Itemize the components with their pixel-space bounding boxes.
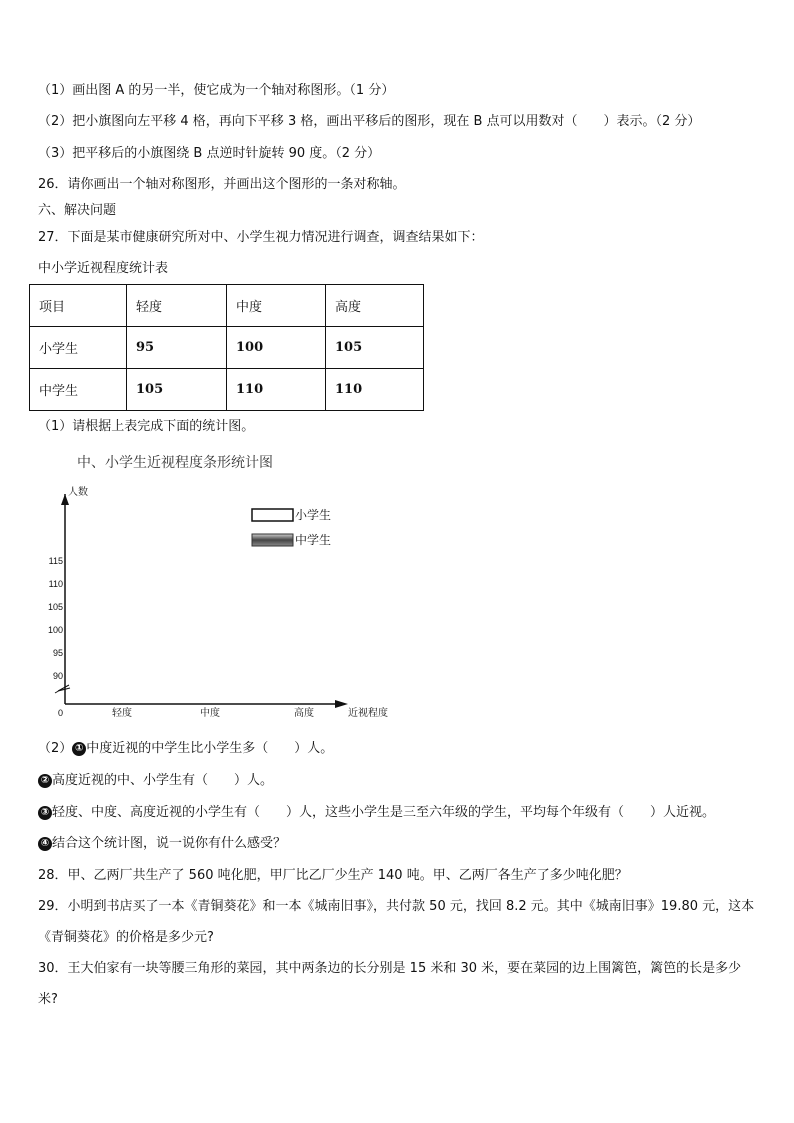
question-29: 29．小明到书店买了一本《青铜葵花》和一本《城南旧事》，共付款 50 元，找回 8.2 元。其中《城南旧事》19.80 元，这本《青铜葵花》的价格是多少元?	[38, 899, 755, 945]
x-category-label: 轻度	[112, 708, 132, 719]
table-cell: 100	[227, 327, 326, 369]
x-axis-arrow-icon	[335, 700, 348, 708]
legend-swatch-middle	[252, 534, 293, 546]
question-27: 27．下面是某市健康研究所对中、小学生视力情况进行调查，调查结果如下：	[38, 230, 484, 245]
question-30: 30．王大伯家有一块等腰三角形的菜园，其中两条边的长分别是 15 米和 30 米，要在菜园的边上围篱笆，篱笆的长是多少米?	[38, 961, 742, 1007]
table-cell: 中学生	[30, 369, 127, 411]
y-axis-label: 人数	[68, 487, 88, 498]
table-row	[30, 327, 424, 369]
part-prefix: （2）	[38, 741, 73, 756]
circled-number-1: ①	[72, 742, 86, 756]
section-heading-6: 六、解决问题	[38, 203, 117, 218]
table-header-cell: 高度	[326, 285, 424, 327]
question-27-part-2c	[38, 804, 715, 822]
part-2d-text: 结合这个统计图，说一说你有什么感受？	[52, 836, 287, 851]
table-header-cell: 项目	[30, 285, 127, 327]
table-cell: 105	[127, 369, 227, 411]
myopia-bar-chart	[30, 448, 410, 728]
origin-label: 0	[58, 708, 64, 718]
x-axis-label: 近视程度	[348, 708, 388, 719]
y-tick-label: 90	[52, 671, 63, 681]
table-cell: 110	[326, 369, 424, 411]
table-header-row	[30, 285, 424, 327]
table-cell: 95	[127, 327, 227, 369]
legend-swatch-primary	[252, 509, 293, 521]
y-tick-label: 105	[47, 602, 63, 612]
legend-label-middle: 中学生	[295, 533, 332, 547]
y-tick-label: 100	[47, 625, 63, 635]
table-header-cell: 轻度	[127, 285, 227, 327]
table-cell: 小学生	[30, 327, 127, 369]
question-27-part-2d	[38, 835, 286, 853]
question-25-part-3: （3）把平移后的小旗图绕 B 点逆时针旋转 90 度。（2 分）	[38, 146, 381, 161]
table-title: 中小学近视程度统计表	[38, 261, 169, 276]
table-row	[30, 369, 424, 411]
circled-number-2: ②	[38, 774, 52, 788]
question-27-part-1: （1）请根据上表完成下面的统计图。	[38, 419, 255, 434]
myopia-stats-table	[29, 284, 424, 411]
table-header-cell: 中度	[227, 285, 326, 327]
y-tick-label: 95	[52, 648, 63, 658]
legend-label-primary: 小学生	[295, 508, 332, 522]
table-cell: 110	[227, 369, 326, 411]
circled-number-4: ④	[38, 837, 52, 851]
question-28: 28．甲、乙两厂共生产了 560 吨化肥，甲厂比乙厂少生产 140 吨。甲、乙两厂各生产了多少吨化肥？	[38, 868, 628, 883]
x-category-label: 高度	[294, 708, 314, 719]
question-27-part-2b	[38, 772, 273, 790]
axis-break-icon	[55, 685, 70, 693]
part-2a-text: 中度近视的中学生比小学生多（ ）人。	[86, 741, 334, 756]
table-cell: 105	[326, 327, 424, 369]
y-tick-label: 110	[48, 579, 63, 589]
part-2b-text: 高度近视的中、小学生有（ ）人。	[52, 773, 274, 788]
x-category-label: 中度	[200, 708, 220, 719]
question-25-part-1: （1）画出图 A 的另一半，使它成为一个轴对称图形。（1 分）	[38, 83, 395, 98]
chart-title: 中、小学生近视程度条形统计图	[77, 454, 273, 470]
question-26: 26．请你画出一个轴对称图形，并画出这个图形的一条对称轴。	[38, 177, 406, 192]
circled-number-3: ③	[38, 806, 52, 820]
y-tick-label: 115	[48, 556, 63, 566]
part-2c-text: 轻度、中度、高度近视的小学生有（ ）人，这些小学生是三至六年级的学生，平均每个年级有（ ）人近视。	[52, 805, 716, 820]
question-27-part-2a	[38, 740, 333, 758]
question-25-part-2: （2）把小旗图向左平移 4 格，再向下平移 3 格，画出平移后的图形，现在 B 点可以用数对（ ）表示。（2 分）	[38, 114, 701, 129]
